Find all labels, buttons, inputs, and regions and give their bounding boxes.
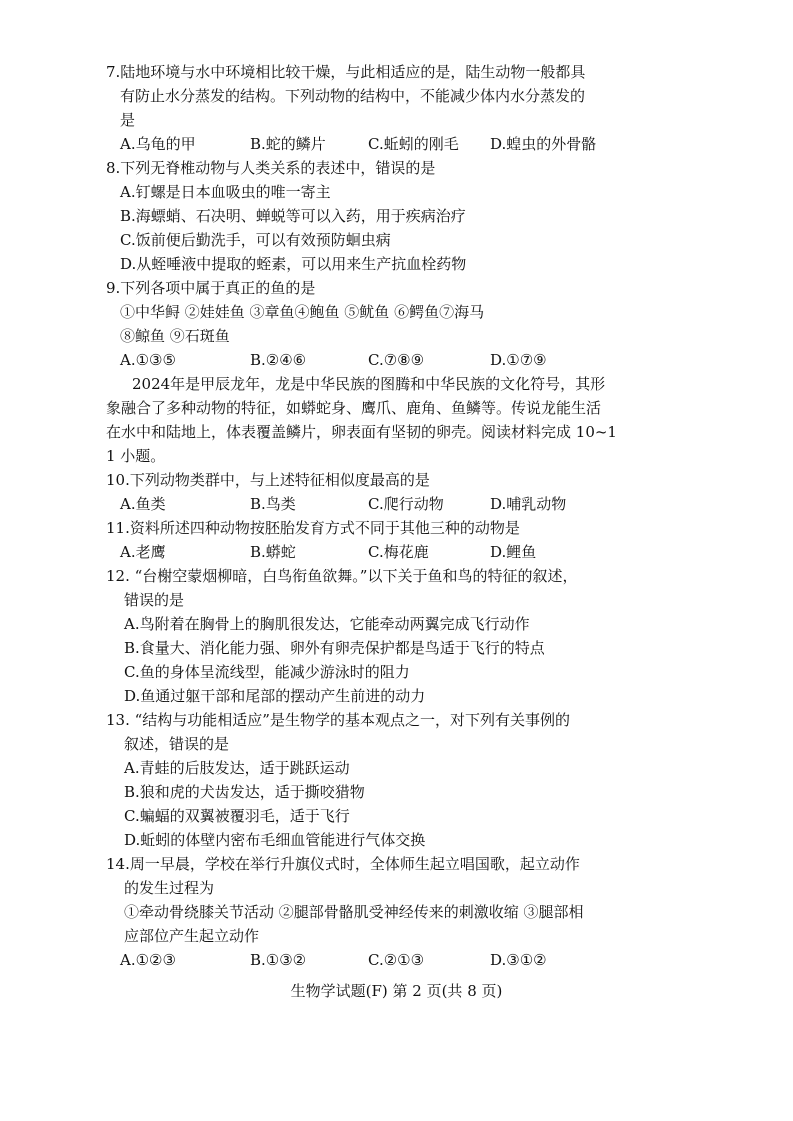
q13-option-d: D.蚯蚓的体壁内密布毛细血管能进行气体交换 bbox=[124, 831, 426, 849]
q7-stem-line3: 是 bbox=[120, 111, 136, 129]
q14-options bbox=[106, 948, 646, 972]
q9-option-c: C.⑦⑧⑨ bbox=[368, 351, 425, 369]
q14-steps-line2: 应部位产生起立动作 bbox=[124, 927, 260, 945]
q14-option-d: D.③①② bbox=[490, 951, 547, 969]
q10-stem: 10.下列动物类群中，与上述特征相似度最高的是 bbox=[106, 471, 430, 489]
passage-line3: 在水中和陆地上，体表覆盖鳞片，卵表面有坚韧的卵壳。阅读材料完成 10~1 bbox=[106, 423, 617, 441]
q9-items-line1: ①中华鲟 ②娃娃鱼 ③章鱼④鲍鱼 ⑤鱿鱼 ⑥鳄鱼⑦海马 bbox=[120, 303, 485, 321]
question-content bbox=[106, 60, 646, 972]
passage-line4: 1 小题。 bbox=[106, 447, 166, 465]
q9-option-d: D.①⑦⑨ bbox=[490, 351, 547, 369]
q14-steps-line1: ①牵动骨绕膝关节活动 ②腿部骨骼肌受神经传来的刺激收缩 ③腿部相 bbox=[124, 903, 584, 921]
passage-line2: 象融合了多种动物的特征，如蟒蛇身、鹰爪、鹿角、鱼鳞等。传说龙能生活 bbox=[106, 399, 602, 417]
q8-option-a: A.钉螺是日本血吸虫的唯一寄主 bbox=[120, 183, 331, 201]
q11-option-c: C.梅花鹿 bbox=[368, 543, 429, 561]
q7-options bbox=[106, 132, 646, 156]
page-footer: 生物学试题(F) 第 2 页(共 8 页) bbox=[290, 982, 503, 1000]
q8-option-b: B.海螵蛸、石决明、蝉蜕等可以入药，用于疾病治疗 bbox=[120, 207, 466, 225]
q9-items-line2: ⑧鲸鱼 ⑨石斑鱼 bbox=[120, 327, 230, 345]
q13-option-a: A.青蛙的后肢发达，适于跳跃运动 bbox=[124, 759, 350, 777]
q9-option-a: A.①③⑤ bbox=[120, 351, 176, 369]
q11-options bbox=[106, 540, 646, 564]
q12-option-d: D.鱼通过躯干部和尾部的摆动产生前进的动力 bbox=[124, 687, 426, 705]
passage-line1: 2024年是甲辰龙年，龙是中华民族的图腾和中华民族的文化符号，其形 bbox=[132, 375, 606, 393]
q10-option-a: A.鱼类 bbox=[120, 495, 166, 513]
q11-option-d: D.鲤鱼 bbox=[490, 543, 537, 561]
q13-stem-line1: 13. “结构与功能相适应”是生物学的基本观点之一，对下列有关事例的 bbox=[106, 711, 570, 729]
q9-stem: 9.下列各项中属于真正的鱼的是 bbox=[106, 279, 316, 297]
q14-option-b: B.①③② bbox=[250, 951, 307, 969]
q14-option-c: C.②①③ bbox=[368, 951, 425, 969]
q8-option-c: C.饭前便后勤洗手，可以有效预防蛔虫病 bbox=[120, 231, 391, 249]
q13-stem-line2: 叙述，错误的是 bbox=[124, 735, 230, 753]
q9-options bbox=[106, 348, 646, 372]
q14-stem-line2: 的发生过程为 bbox=[124, 879, 215, 897]
q11-option-b: B.蟒蛇 bbox=[250, 543, 296, 561]
q7-option-c: C.蚯蚓的刚毛 bbox=[368, 135, 459, 153]
q10-option-c: C.爬行动物 bbox=[368, 495, 444, 513]
q7-option-a: A.乌龟的甲 bbox=[120, 135, 196, 153]
q10-options bbox=[106, 492, 646, 516]
q9-option-b: B.②④⑥ bbox=[250, 351, 307, 369]
q11-stem: 11.资料所述四种动物按胚胎发育方式不同于其他三种的动物是 bbox=[106, 519, 520, 537]
q14-stem-line1: 14.周一早晨，学校在举行升旗仪式时，全体师生起立唱国歌，起立动作 bbox=[106, 855, 580, 873]
q13-option-b: B.狼和虎的犬齿发达，适于撕咬猎物 bbox=[124, 783, 365, 801]
q7-stem-line2: 有防止水分蒸发的结构。下列动物的结构中，不能减少体内水分蒸发的 bbox=[120, 87, 586, 105]
q13-option-c: C.蝙蝠的双翼被覆羽毛，适于飞行 bbox=[124, 807, 350, 825]
q7-option-d: D.蝗虫的外骨骼 bbox=[490, 135, 597, 153]
q7-stem-line1: 7.陆地环境与水中环境相比较干燥，与此相适应的是，陆生动物一般都具 bbox=[106, 63, 586, 81]
q7-option-b: B.蛇的鳞片 bbox=[250, 135, 326, 153]
q8-stem: 8.下列无脊椎动物与人类关系的表述中，错误的是 bbox=[106, 159, 436, 177]
q10-option-d: D.哺乳动物 bbox=[490, 495, 567, 513]
q11-option-a: A.老鹰 bbox=[120, 543, 166, 561]
q12-stem-line1: 12. “台榭空蒙烟柳暗，白鸟衔鱼欲舞。”以下关于鱼和鸟的特征的叙述， bbox=[106, 567, 578, 585]
q10-option-b: B.鸟类 bbox=[250, 495, 296, 513]
q12-option-c: C.鱼的身体呈流线型，能减少游泳时的阻力 bbox=[124, 663, 410, 681]
q12-option-b: B.食量大、消化能力强、卵外有卵壳保护都是鸟适于飞行的特点 bbox=[124, 639, 545, 657]
q8-option-d: D.从蛭唾液中提取的蛭素，可以用来生产抗血栓药物 bbox=[120, 255, 467, 273]
q14-option-a: A.①②③ bbox=[120, 951, 176, 969]
q12-option-a: A.鸟附着在胸骨上的胸肌很发达，它能牵动两翼完成飞行动作 bbox=[124, 615, 530, 633]
q12-stem-line2: 错误的是 bbox=[124, 591, 185, 609]
